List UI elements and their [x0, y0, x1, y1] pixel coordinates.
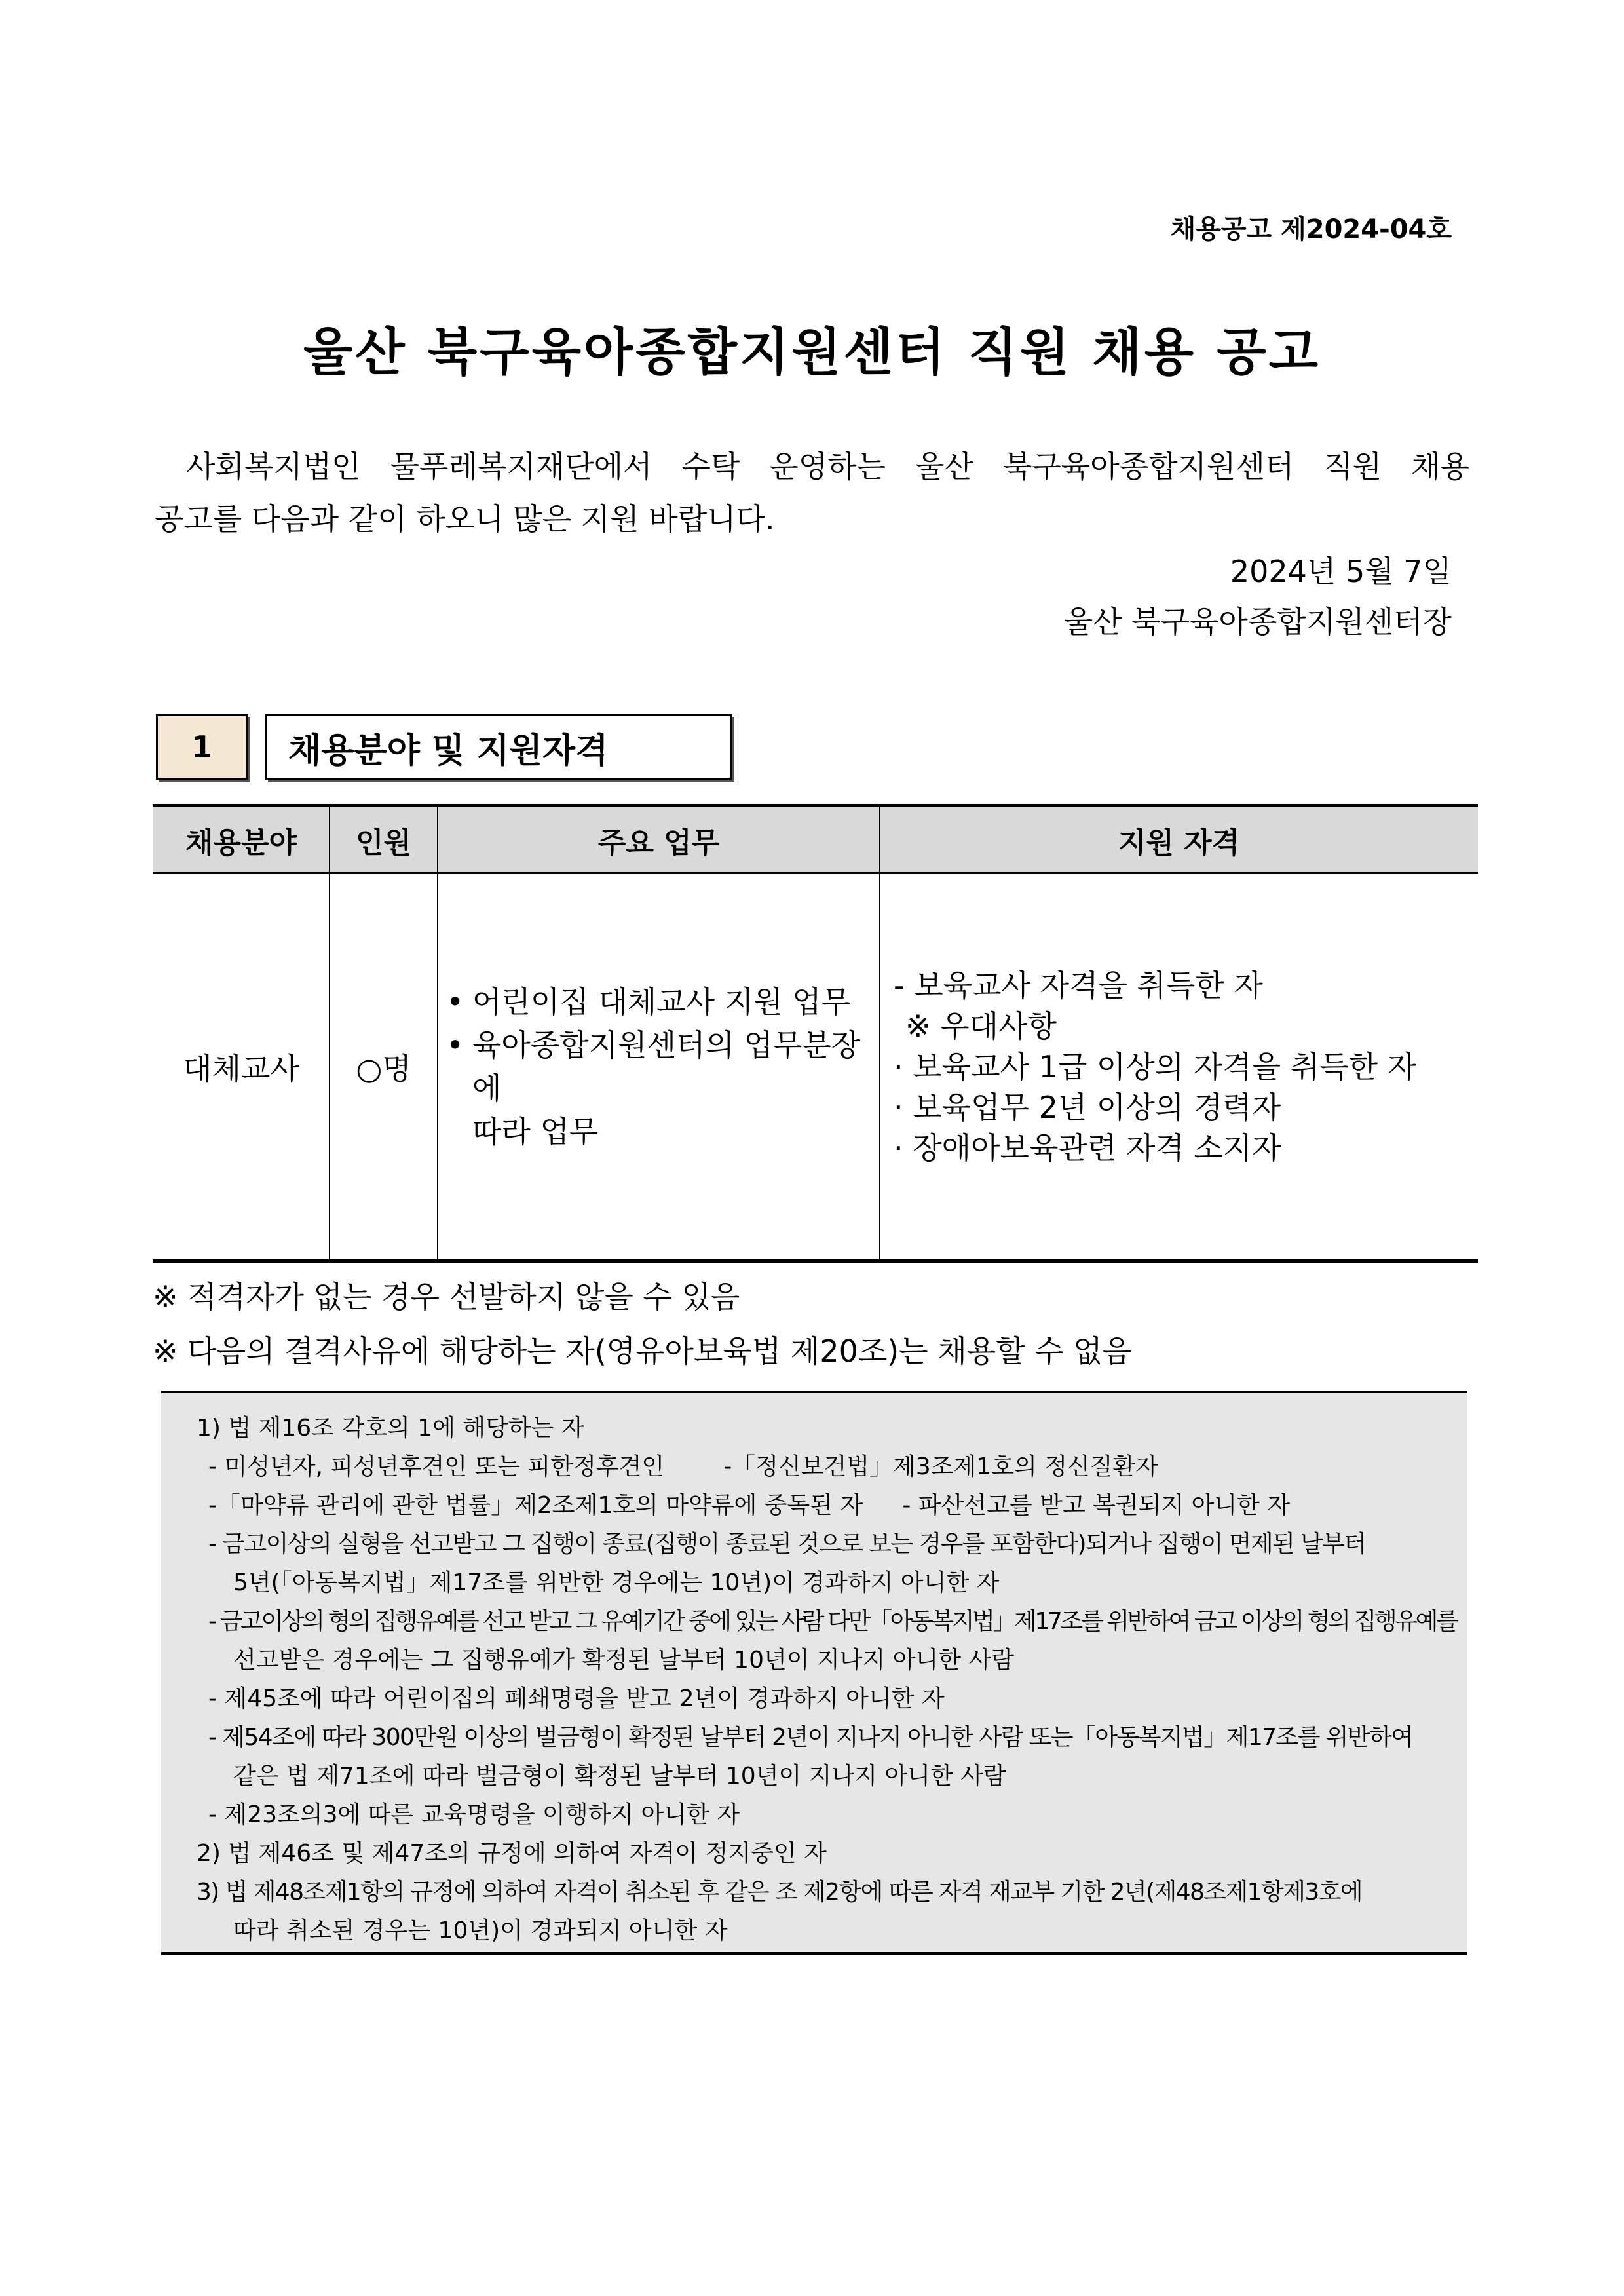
document-number: 채용공고 제2024-04호	[1170, 214, 1452, 244]
list-item: 따라 업무	[472, 1114, 599, 1149]
disq-item: -「마약류 관리에 관한 법률」제2조제1호의 마약류에 중독된 자 - 파산선고를 받고 복권되지 아니한 자	[208, 1492, 1291, 1519]
disq-item: 선고받은 경우에는 그 집행유예가 확정된 날부터 10년이 지나지 아니한 사람	[233, 1647, 1015, 1674]
section-number: 1	[156, 714, 248, 780]
signature: 울산 북구육아종합지원센터장	[1063, 604, 1452, 640]
header-qualifications: 지원 자격	[1118, 826, 1240, 860]
list-item: • 어린이집 대체교사 지원 업무	[446, 984, 851, 1020]
qualification-item: · 보육교사 1급 이상의 자격을 취득한 자	[894, 1049, 1417, 1084]
qualification-item: - 보육교사 자격을 취득한 자	[894, 968, 1263, 1003]
disq-item: - 제23조의3에 따른 교육명령을 이행하지 아니한 자	[208, 1801, 740, 1828]
cell-duties	[438, 874, 887, 1259]
table-header	[153, 807, 1478, 874]
disq-item: - 금고이상의 실형을 선고받고 그 집행이 종료(집행이 종료된 것으로 보는 경우를 포함한다)되거나 집행이 면제된 날부터	[208, 1531, 1366, 1558]
disqualification-box	[161, 1391, 1467, 1955]
disq-item: 5년(「아동복지법」제17조를 위반한 경우에는 10년)이 경과하지 아니한 자	[233, 1569, 1000, 1596]
disq-item: 1) 법 제16조 각호의 1에 해당하는 자	[197, 1415, 584, 1442]
cell-qualifications	[880, 874, 1491, 1259]
intro-line-2: 공고를 다음과 같이 하오니 많은 지원 바랍니다.	[155, 501, 775, 537]
disq-item: - 금고이상의 형의 집행유예를 선고 받고 그 유예기간 중에 있는 사람 다만「아동복지법」제17조를 위반하여 금고 이상의 형의 집행유예를	[208, 1608, 1457, 1635]
disq-item: 따라 취소된 경우는 10년)이 경과되지 아니한 자	[233, 1917, 728, 1944]
disq-item: 3) 법 제48조제1항의 규정에 의하여 자격이 취소된 후 같은 조 제2항에 따른 자격 재교부 기한 2년(제48조제1항제3호에	[197, 1879, 1362, 1905]
disq-item: - 제45조에 따라 어린이집의 폐쇄명령을 받고 2년이 경과하지 아니한 자	[208, 1685, 945, 1712]
page-title: 울산 북구육아종합지원센터 직원 채용 공고	[303, 323, 1321, 382]
header-duties: 주요 업무	[597, 826, 720, 860]
disq-item: 2) 법 제46조 및 제47조의 규정에 의하여 자격이 정지중인 자	[197, 1840, 827, 1867]
announcement-date: 2024년 5월 7일	[1230, 554, 1452, 589]
note-no-qualified: ※ 적격자가 없는 경우 선발하지 않을 수 있음	[153, 1279, 740, 1314]
cell-field: 대체교사	[183, 1051, 299, 1086]
intro-line-1: 사회복지법인 물푸레복지재단에서 수탁 운영하는 울산 북구육아종합지원센터 직원 채용	[186, 449, 1469, 484]
header-count: 인원	[355, 826, 411, 860]
header-field: 채용분야	[185, 826, 297, 860]
cell-count: ○명	[356, 1051, 411, 1086]
qualification-item: · 보육업무 2년 이상의 경력자	[894, 1090, 1281, 1125]
intro-paragraph	[155, 440, 1469, 545]
recruitment-table	[153, 804, 1478, 1263]
disq-item: 같은 법 제71조에 따라 벌금형이 확정된 날부터 10년이 지나지 아니한 사람	[233, 1763, 1006, 1789]
note-disqualification: ※ 다음의 결격사유에 해당하는 자(영유아보육법 제20조)는 채용할 수 없음	[153, 1333, 1132, 1369]
list-item: • 육아종합지원센터의 업무분장에	[446, 1027, 861, 1106]
disq-item: - 제54조에 따라 300만원 이상의 벌금형이 확정된 날부터 2년이 지나지 아니한 사람 또는「아동복지법」제17조를 위반하여	[208, 1724, 1413, 1751]
preference-heading: ※ 우대사항	[905, 1008, 1057, 1044]
qualification-item: · 장애아보육관련 자격 소지자	[894, 1130, 1281, 1166]
disq-item: - 미성년자, 피성년후견인 또는 피한정후견인 -「정신보건법」제3조제1호의 정신질환자	[208, 1453, 1159, 1480]
section-title: 채용분야 및 지원자격	[265, 714, 732, 780]
